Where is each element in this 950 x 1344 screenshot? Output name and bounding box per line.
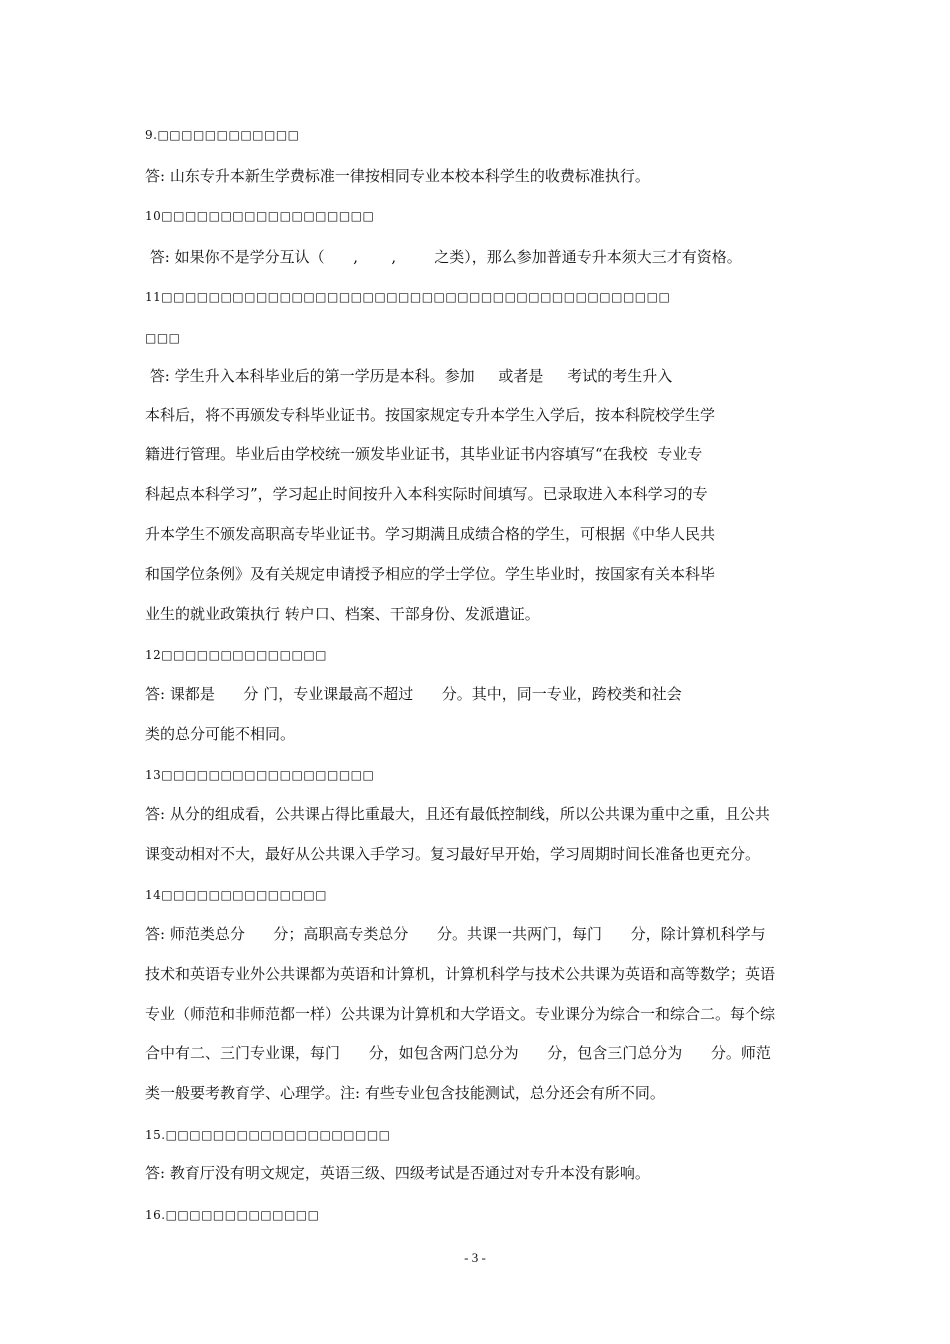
answer-11-line: 本科后，将不再颁发专科毕业证书。按国家规定专升本学生入学后，按本科院校学生学 [145,406,716,424]
answer-14-line: 专业（师范和非师范都一样）公共课为计算机和大学语文。专业课分为综合一和综合二。每个综 [145,1005,776,1023]
question-13: 13□□□□□□□□□□□□□□□□□□ [145,768,375,782]
question-15: 15.□□□□□□□□□□□□□□□□□□□ [145,1128,391,1142]
question-9: 9.□□□□□□□□□□□□ [145,128,300,142]
question-14: 14□□□□□□□□□□□□□□ [145,888,327,902]
answer-12-line: 类的总分可能不相同。 [145,725,296,743]
answer-14-line: 技术和英语专业外公共课都为英语和计算机，计算机科学与技术公共课为英语和高等数学；英语 [145,965,776,983]
answer-11-line: 籍进行管理。毕业后由学校统一颁发毕业证书，其毕业证书内容填写“在我校 专业专 [145,445,703,463]
question-10: 10□□□□□□□□□□□□□□□□□□ [145,209,375,223]
answer-14-line: 类一般要考教育学、心理学。注: 有些专业包含技能测试，总分还会有所不同。 [145,1084,665,1102]
answer-9-line: 答: 山东专升本新生学费标准一律按相同专业本校本科学生的收费标准执行。 [145,167,650,185]
answer-14-line: 答: 师范类总分 分；高职高专类总分 分。共课一共两门，每门 分，除计算机科学与 [145,925,766,943]
answer-15-line: 答: 教育厅没有明文规定，英语三级、四级考试是否通过对专升本没有影响。 [145,1164,650,1182]
answer-14-line: 合中有二、三门专业课，每门 分，如包含两门总分为 分，包含三门总分为 分。师范 [145,1044,771,1062]
answer-13-line: 答: 从分的组成看，公共课占得比重最大，且还有最低控制线，所以公共课为重中之重，且公共 [145,805,770,823]
question-11-cont: □□□ [145,331,181,345]
question-12: 12□□□□□□□□□□□□□□ [145,648,327,662]
answer-13-line: 课变动相对不大，最好从公共课入手学习。复习最好早开始，学习周期时间长准备也更充分。 [145,845,761,863]
answer-11-line: 升本学生不颁发高职高专毕业证书。学习期满且成绩合格的学生，可根据《中华人民共 [145,525,716,543]
question-11: 11□□□□□□□□□□□□□□□□□□□□□□□□□□□□□□□□□□□□□□□□□□□ [145,290,671,304]
answer-11-line: 科起点本科学习”，学习起止时间按升入本科实际时间填写。已录取进入本科学习的专 [145,485,708,503]
answer-11-line: 和国学位条例》及有关规定申请授予相应的学士学位。学生毕业时，按国家有关本科毕 [145,565,716,583]
question-16: 16.□□□□□□□□□□□□□ [145,1208,320,1222]
answer-11-line: 答: 学生升入本科毕业后的第一学历是本科。参加 或者是 考试的考生升入 [145,367,673,385]
answer-10-line: 答: 如果你不是学分互认（ , , 之类），那么参加普通专升本须大三才有资格。 [145,248,742,266]
page-number: - 3 - [464,1250,486,1265]
answer-12-line: 答: 课都是 分 门，专业课最高不超过 分。其中，同一专业，跨校类和社会 [145,685,682,703]
answer-11-line: 业生的就业政策执行 转户口、档案、干部身份、发派遣证。 [145,605,540,623]
